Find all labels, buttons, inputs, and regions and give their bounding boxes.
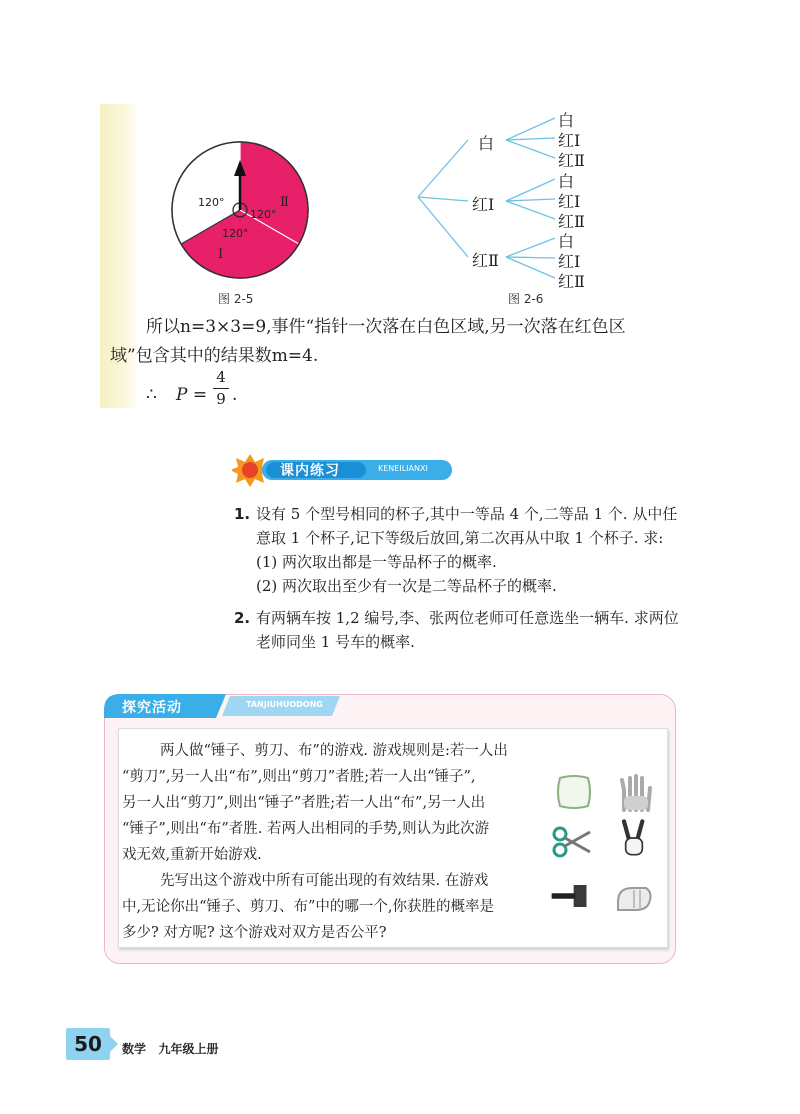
figure-caption-2-6: 图 2-6 [508,292,544,306]
tree-leaf: 红Ⅱ [558,272,585,291]
activity-para1-line-2: “剪刀”,另一人出“布”,则出“剪刀”者胜;若一人出“锤子”, [122,769,476,785]
tree-node-white: 白 [478,134,495,153]
probability-label: P = [176,385,208,405]
victory-hand-icon [612,818,656,858]
exercise-item-1-line-2: 意取 1 个杯子,记下等级后放回,第二次再从中取 1 个杯子. 求: [256,529,664,547]
tree-leaf: 白 [558,232,575,251]
activity-para1-line-1: 两人做“锤子、剪刀、布”的游戏. 游戏规则是:若一人出 [160,743,508,759]
exercise-item-2-line-1: 有两辆车按 1,2 编号,李、张两位老师可任意选坐一辆车. 求两位 [256,609,679,627]
tree-leaf: 红Ⅰ [558,192,581,211]
exercise-badge [232,452,457,488]
exercise-item-1-sub-1: (1) 两次取出都是一等品杯子的概率. [256,553,497,571]
sector-label-2: Ⅱ [280,195,289,210]
body-line-1: 所以n=3×3=9,事件“指针一次落在白色区域,另一次落在红色区 [146,317,626,337]
activity-pinyin: TANJIUHUODONG [246,700,323,709]
activity-header [104,694,344,718]
spinner-figure [170,140,310,285]
activity-para1-line-5: 戏无效,重新开始游戏. [122,847,262,863]
open-hand-icon [614,772,658,812]
tree-leaf: 红Ⅰ [558,252,581,271]
exercise-item-1-number: 1. [234,505,251,523]
page-number: 50 [66,1028,110,1060]
tree-leaf: 红Ⅰ [558,131,581,150]
activity-title: 探究活动 [122,700,182,716]
activity-para2-line-3: 多少? 对方呢? 这个游戏对双方是否公平? [122,925,387,941]
figure-caption-2-5: 图 2-5 [218,292,254,306]
activity-para2-line-1: 先写出这个游戏中所有可能出现的有效结果. 在游戏 [160,873,489,889]
book-title: 数学 九年级上册 [122,1042,219,1056]
exercise-badge-pinyin: KENEILIANXI [378,464,428,473]
cloth-icon [552,772,596,812]
tree-leaf: 红Ⅱ [558,151,585,170]
angle-label-white: 120° [198,196,225,209]
page-number-arrow [110,1036,118,1052]
fist-icon [612,878,656,918]
spinner-disc [172,142,308,278]
scissors-icon [550,822,594,862]
sector-label-1: Ⅰ [218,247,224,262]
fraction-numerator: 4 [216,368,226,386]
hammer-icon [548,876,592,916]
tree-leaf: 白 [558,172,575,191]
activity-para1-line-4: “锤子”,则出“布”者胜. 若两人出相同的手势,则认为此次游 [122,821,490,837]
tree-node-red1: 红Ⅰ [472,195,495,214]
tree-leaf: 白 [558,111,575,130]
therefore-symbol: ∴ [146,385,157,405]
fraction-denominator: 9 [216,390,226,408]
activity-para2-line-2: 中,无论你出“锤子、剪刀、布”中的哪一个,你获胜的概率是 [122,899,495,915]
body-line-2: 域”包含其中的结果数m=4. [110,346,319,366]
exercise-item-1-sub-2: (2) 两次取出至少有一次是二等品杯子的概率. [256,577,557,595]
fraction-bar [213,388,229,389]
tree-leaf: 红Ⅱ [558,212,585,231]
exercise-badge-title: 课内练习 [280,463,340,479]
angle-label-red1: 120° [222,227,249,240]
tree-node-red2: 红Ⅱ [472,251,499,270]
exercise-item-1-line-1: 设有 5 个型号相同的杯子,其中一等品 4 个,二等品 1 个. 从中任 [256,505,678,523]
fraction-period: . [232,385,238,405]
exercise-item-2-number: 2. [234,609,251,627]
exercise-item-2-line-2: 老师同坐 1 号车的概率. [256,633,415,651]
angle-label-red2: 120° [250,208,277,221]
activity-para1-line-3: 另一人出“剪刀”,则出“锤子”者胜;若一人出“布”,另一人出 [122,795,486,811]
